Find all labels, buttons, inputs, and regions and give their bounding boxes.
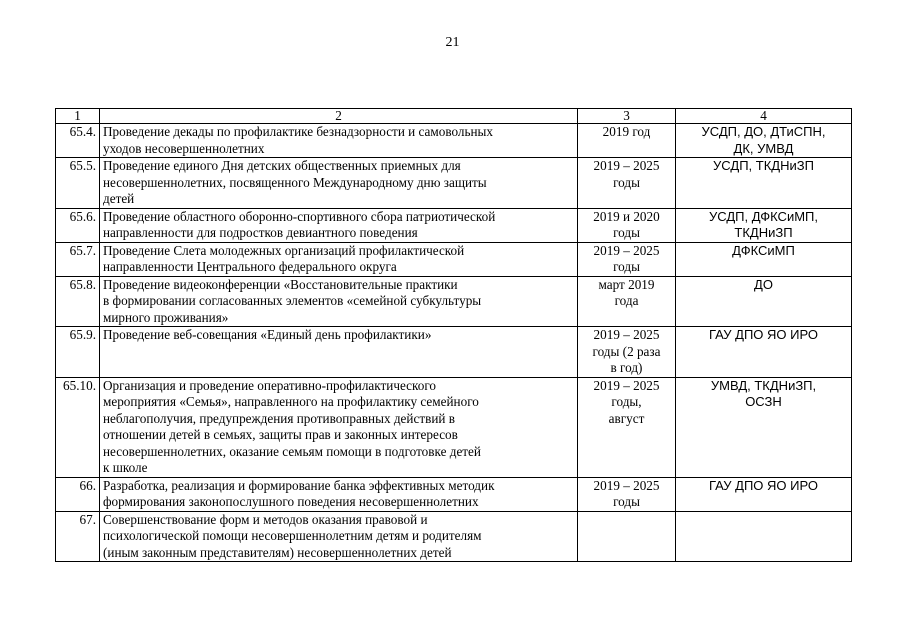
item-description-line: Проведение веб-совещания «Единый день профилактики»	[103, 327, 432, 342]
item-executors	[676, 208, 852, 242]
item-term-line: в год)	[610, 360, 643, 375]
item-term	[578, 158, 676, 209]
item-number: 65.9.	[56, 327, 100, 378]
item-number: 65.10.	[56, 377, 100, 477]
item-term-line: август	[608, 410, 645, 426]
item-term	[578, 327, 676, 378]
table-row	[56, 158, 852, 209]
item-description	[100, 477, 578, 511]
item-executors-line: ДФКСиМП	[732, 242, 795, 258]
item-executors	[676, 327, 852, 378]
item-description	[100, 124, 578, 158]
table-body	[56, 124, 852, 562]
table-row	[56, 124, 852, 158]
item-description-line: Проведение единого Дня детских общественных приемных для	[103, 158, 461, 173]
item-number: 66.	[56, 477, 100, 511]
action-plan-table	[55, 108, 852, 562]
item-executors	[676, 242, 852, 276]
item-description-line: направленности Центрального федерального округа	[103, 259, 397, 274]
item-description-line: детей	[103, 191, 135, 206]
item-description-line: уходов несовершеннолетних	[103, 140, 265, 156]
item-executors	[676, 377, 852, 477]
item-term-line: годы	[613, 225, 640, 240]
item-term	[578, 124, 676, 158]
item-term	[578, 242, 676, 276]
item-executors	[676, 124, 852, 158]
item-term	[578, 276, 676, 327]
item-description-line: несовершеннолетних, оказание семьям помощи в подготовке детей	[103, 443, 481, 459]
item-executors-line: УМВД, ТКДНиЗП,	[710, 377, 817, 393]
table-row	[56, 327, 852, 378]
column-description-header: 2	[100, 109, 578, 124]
item-description-line: психологической помощи несовершеннолетним детям и родителям	[103, 528, 482, 543]
item-description-line: Проведение Слета молодежных организаций профилактической	[103, 242, 465, 258]
item-executors	[676, 477, 852, 511]
table-header	[56, 109, 852, 124]
table-row	[56, 276, 852, 327]
item-term	[578, 477, 676, 511]
item-description	[100, 377, 578, 477]
column-number-header: 1	[56, 109, 100, 124]
item-description	[100, 511, 578, 562]
item-description-line: к школе	[103, 460, 148, 475]
item-executors-line: ГАУ ДПО ЯО ИРО	[709, 327, 818, 342]
item-description-line: Совершенствование форм и методов оказания правовой и	[103, 511, 428, 527]
item-term	[578, 208, 676, 242]
item-term-line: годы	[613, 259, 640, 274]
item-description-line: (иным законным представителям) несовершеннолетних детей	[103, 544, 452, 560]
item-number: 65.7.	[56, 242, 100, 276]
item-number: 67.	[56, 511, 100, 562]
item-term-line: 2019 – 2025	[593, 158, 660, 173]
item-description-line: Проведение областного оборонно-спортивного сбора патриотической	[103, 208, 496, 224]
column-term-header: 3	[578, 109, 676, 124]
item-number: 65.4.	[56, 124, 100, 158]
item-number: 65.8.	[56, 276, 100, 327]
item-description-line: несовершеннолетних, посвященного Международному дню защиты	[103, 174, 487, 190]
header-row	[56, 109, 852, 124]
page-number: 21	[445, 35, 460, 50]
item-number: 65.6.	[56, 208, 100, 242]
item-description-line: в формировании согласованных элементов «семейной субкультуры	[103, 293, 482, 308]
item-description-line: мирного проживания»	[103, 309, 229, 325]
item-description	[100, 158, 578, 209]
item-executors-line: ТКДНиЗП	[734, 225, 793, 240]
item-term-line: года	[614, 293, 639, 308]
item-term-line: годы	[613, 494, 640, 509]
item-term-line: 2019 и 2020	[593, 208, 660, 224]
item-description-line: Разработка, реализация и формирование банка эффективных методик	[103, 477, 495, 493]
item-description-line: Проведение декады по профилактике безнадзорности и самовольных	[103, 124, 494, 139]
item-description-line: формирования законопослушного поведения несовершеннолетних	[103, 494, 479, 509]
item-term-line: годы	[613, 174, 640, 190]
table-row	[56, 511, 852, 562]
item-description	[100, 242, 578, 276]
table-row	[56, 242, 852, 276]
item-description	[100, 327, 578, 378]
item-term	[578, 511, 676, 562]
item-term-line: 2019 – 2025	[593, 477, 660, 493]
item-executors-line: ДК, УМВД	[733, 140, 794, 156]
item-executors-line: УСДП, ДФКСиМП,	[709, 208, 818, 224]
item-term-line: 2019 – 2025	[593, 377, 660, 393]
item-description	[100, 208, 578, 242]
item-description-line: отношении детей в семьях, защиты прав и законных интересов	[103, 427, 458, 442]
item-description-line: Организация и проведение оперативно-профилактического	[103, 377, 436, 393]
item-number: 65.5.	[56, 158, 100, 209]
item-description-line: неблагополучия, предупреждения противоправных действий в	[103, 410, 455, 426]
item-executors-line: ГАУ ДПО ЯО ИРО	[709, 477, 818, 493]
item-term-line: 2019 – 2025	[593, 242, 660, 258]
item-description-line: направленности для подростков девиантного поведения	[103, 225, 418, 240]
item-description-line: Проведение видеоконференции «Восстановительные практики	[103, 276, 458, 292]
item-term-line: 2019 – 2025	[593, 327, 660, 342]
item-description-line: мероприятия «Семья», направленного на профилактику семейного	[103, 394, 479, 409]
item-executors-line: УСДП, ДО, ДТиСПН,	[701, 124, 826, 139]
item-description	[100, 276, 578, 327]
item-executors	[676, 276, 852, 327]
item-executors	[676, 511, 852, 562]
item-term-line: годы,	[611, 394, 642, 409]
item-term-line: 2019 год	[602, 124, 651, 139]
table-row	[56, 477, 852, 511]
item-executors-line: УСДП, ТКДНиЗП	[713, 158, 814, 173]
table-row	[56, 208, 852, 242]
table-row	[56, 377, 852, 477]
item-term	[578, 377, 676, 477]
item-executors-line: ДО	[754, 276, 773, 292]
item-term-line: годы (2 раза	[592, 343, 661, 359]
column-executor-header: 4	[676, 109, 852, 124]
item-term-line: март 2019	[598, 276, 655, 292]
item-executors-line: ОСЗН	[745, 394, 782, 409]
item-executors	[676, 158, 852, 209]
